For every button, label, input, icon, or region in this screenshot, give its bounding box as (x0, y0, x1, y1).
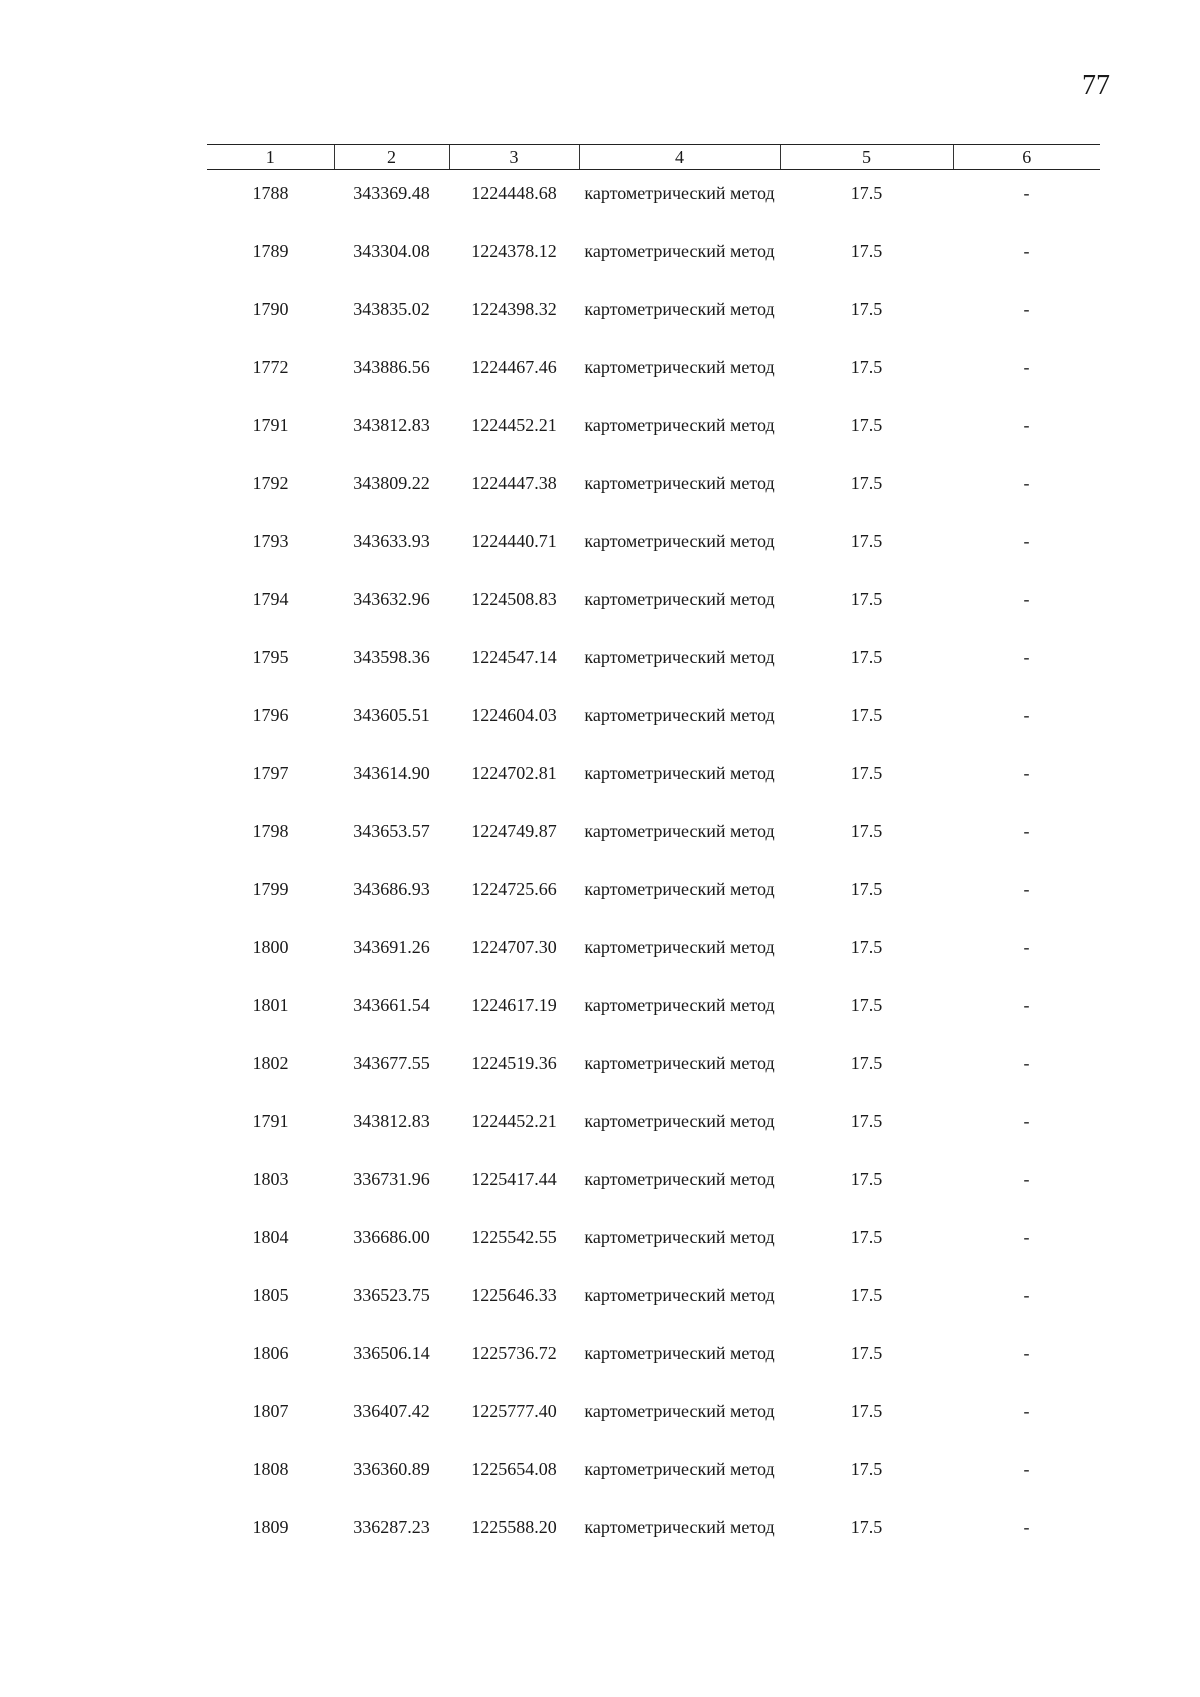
table-row (207, 936, 1100, 994)
note-cell: - (1023, 1285, 1030, 1305)
x-coordinate-cell: 343686.93 (353, 879, 430, 899)
x-coordinate-cell: 336360.89 (353, 1459, 430, 1479)
x-coordinate-cell: 343812.83 (353, 1111, 430, 1131)
column-header: 6 (953, 145, 1100, 170)
x-coordinate-cell: 336287.23 (353, 1517, 430, 1537)
method-cell: картометрический метод (584, 1111, 775, 1131)
accuracy-cell: 17.5 (850, 763, 883, 783)
y-coordinate-cell: 1224452.21 (471, 415, 557, 435)
method-cell: картометрический метод (584, 473, 775, 493)
note-cell: - (1023, 1111, 1030, 1131)
table-row (207, 1342, 1100, 1400)
y-coordinate-cell: 1224398.32 (471, 299, 557, 319)
point-number-cell: 1772 (252, 357, 289, 377)
note-cell: - (1023, 589, 1030, 609)
y-coordinate-cell: 1224378.12 (471, 241, 557, 261)
table-row (207, 530, 1100, 588)
accuracy-cell: 17.5 (850, 589, 883, 609)
accuracy-cell: 17.5 (850, 473, 883, 493)
note-cell: - (1023, 1401, 1030, 1421)
accuracy-cell: 17.5 (850, 647, 883, 667)
note-cell: - (1023, 1517, 1030, 1537)
x-coordinate-cell: 343677.55 (353, 1053, 430, 1073)
x-coordinate-cell: 336686.00 (353, 1227, 430, 1247)
method-cell: картометрический метод (584, 937, 775, 957)
method-cell: картометрический метод (584, 1459, 775, 1479)
note-cell: - (1023, 415, 1030, 435)
table-row (207, 1284, 1100, 1342)
column-header: 2 (334, 145, 449, 170)
y-coordinate-cell: 1225588.20 (471, 1517, 557, 1537)
header-row (207, 145, 1100, 170)
note-cell: - (1023, 531, 1030, 551)
method-cell: картометрический метод (584, 531, 775, 551)
table-row (207, 1110, 1100, 1168)
y-coordinate-cell: 1225646.33 (471, 1285, 557, 1305)
note-cell: - (1023, 705, 1030, 725)
y-coordinate-cell: 1224440.71 (471, 531, 557, 551)
note-cell: - (1023, 299, 1030, 319)
accuracy-cell: 17.5 (850, 937, 883, 957)
y-coordinate-cell: 1224447.38 (471, 473, 557, 493)
note-cell: - (1023, 1343, 1030, 1363)
y-coordinate-cell: 1224702.81 (471, 763, 557, 783)
page-number: 77 (1082, 70, 1110, 101)
method-cell: картометрический метод (584, 357, 775, 377)
point-number-cell: 1798 (252, 821, 289, 841)
column-header: 3 (449, 145, 579, 170)
accuracy-cell: 17.5 (850, 1459, 883, 1479)
x-coordinate-cell: 336506.14 (353, 1343, 430, 1363)
point-number-cell: 1804 (252, 1227, 289, 1247)
y-coordinate-cell: 1224547.14 (471, 647, 557, 667)
x-coordinate-cell: 343304.08 (353, 241, 430, 261)
method-cell: картометрический метод (584, 879, 775, 899)
note-cell: - (1023, 241, 1030, 261)
table-row (207, 646, 1100, 704)
method-cell: картометрический метод (584, 241, 775, 261)
x-coordinate-cell: 336523.75 (353, 1285, 430, 1305)
note-cell: - (1023, 183, 1030, 203)
table-row (207, 1168, 1100, 1226)
x-coordinate-cell: 343605.51 (353, 705, 430, 725)
accuracy-cell: 17.5 (850, 415, 883, 435)
point-number-cell: 1806 (252, 1343, 289, 1363)
point-number-cell: 1791 (252, 415, 289, 435)
y-coordinate-cell: 1224617.19 (471, 995, 557, 1015)
note-cell: - (1023, 1459, 1030, 1479)
point-number-cell: 1797 (252, 763, 289, 783)
accuracy-cell: 17.5 (850, 1053, 883, 1073)
point-number-cell: 1803 (252, 1169, 289, 1189)
method-cell: картометрический метод (584, 821, 775, 841)
y-coordinate-cell: 1224452.21 (471, 1111, 557, 1131)
y-coordinate-cell: 1224519.36 (471, 1053, 557, 1073)
point-number-cell: 1800 (252, 937, 289, 957)
x-coordinate-cell: 343632.96 (353, 589, 430, 609)
accuracy-cell: 17.5 (850, 1285, 883, 1305)
y-coordinate-cell: 1225417.44 (471, 1169, 557, 1189)
x-coordinate-cell: 343886.56 (353, 357, 430, 377)
x-coordinate-cell: 343633.93 (353, 531, 430, 551)
accuracy-cell: 17.5 (850, 1401, 883, 1421)
method-cell: картометрический метод (584, 647, 775, 667)
point-number-cell: 1799 (252, 879, 289, 899)
x-coordinate-cell: 343691.26 (353, 937, 430, 957)
note-cell: - (1023, 1227, 1030, 1247)
y-coordinate-cell: 1225654.08 (471, 1459, 557, 1479)
accuracy-cell: 17.5 (850, 1227, 883, 1247)
accuracy-cell: 17.5 (850, 357, 883, 377)
note-cell: - (1023, 821, 1030, 841)
point-number-cell: 1791 (252, 1111, 289, 1131)
method-cell: картометрический метод (584, 183, 775, 203)
x-coordinate-cell: 343653.57 (353, 821, 430, 841)
method-cell: картометрический метод (584, 1285, 775, 1305)
note-cell: - (1023, 357, 1030, 377)
x-coordinate-cell: 343661.54 (353, 995, 430, 1015)
method-cell: картометрический метод (584, 1517, 775, 1537)
method-cell: картометрический метод (584, 415, 775, 435)
point-number-cell: 1805 (252, 1285, 289, 1305)
accuracy-cell: 17.5 (850, 183, 883, 203)
accuracy-cell: 17.5 (850, 1111, 883, 1131)
y-coordinate-cell: 1224604.03 (471, 705, 557, 725)
y-coordinate-cell: 1225542.55 (471, 1227, 557, 1247)
accuracy-cell: 17.5 (850, 1169, 883, 1189)
table-row (207, 472, 1100, 530)
y-coordinate-cell: 1224467.46 (471, 357, 557, 377)
method-cell: картометрический метод (584, 1343, 775, 1363)
point-number-cell: 1802 (252, 1053, 289, 1073)
point-number-cell: 1790 (252, 299, 289, 319)
point-number-cell: 1794 (252, 589, 289, 609)
note-cell: - (1023, 763, 1030, 783)
point-number-cell: 1788 (252, 183, 289, 203)
accuracy-cell: 17.5 (850, 241, 883, 261)
accuracy-cell: 17.5 (850, 299, 883, 319)
table-row (207, 356, 1100, 414)
y-coordinate-cell: 1224725.66 (471, 879, 557, 899)
note-cell: - (1023, 937, 1030, 957)
note-cell: - (1023, 995, 1030, 1015)
x-coordinate-cell: 343812.83 (353, 415, 430, 435)
x-coordinate-cell: 336731.96 (353, 1169, 430, 1189)
y-coordinate-cell: 1224707.30 (471, 937, 557, 957)
note-cell: - (1023, 1169, 1030, 1189)
point-number-cell: 1796 (252, 705, 289, 725)
note-cell: - (1023, 647, 1030, 667)
point-number-cell: 1808 (252, 1459, 289, 1479)
x-coordinate-cell: 343835.02 (353, 299, 430, 319)
table-row (207, 878, 1100, 936)
table-row (207, 1226, 1100, 1284)
column-header: 1 (207, 145, 334, 170)
y-coordinate-cell: 1224508.83 (471, 589, 557, 609)
table-row (207, 704, 1100, 762)
column-header: 5 (780, 145, 953, 170)
note-cell: - (1023, 1053, 1030, 1073)
note-cell: - (1023, 473, 1030, 493)
accuracy-cell: 17.5 (850, 879, 883, 899)
method-cell: картометрический метод (584, 589, 775, 609)
method-cell: картометрический метод (584, 1401, 775, 1421)
accuracy-cell: 17.5 (850, 705, 883, 725)
table-body (207, 170, 1100, 1575)
point-number-cell: 1809 (252, 1517, 289, 1537)
accuracy-cell: 17.5 (850, 995, 883, 1015)
method-cell: картометрический метод (584, 763, 775, 783)
method-cell: картометрический метод (584, 995, 775, 1015)
method-cell: картометрический метод (584, 299, 775, 319)
point-number-cell: 1792 (252, 473, 289, 493)
method-cell: картометрический метод (584, 1169, 775, 1189)
table-row (207, 588, 1100, 646)
table-header (207, 145, 1100, 170)
table-row (207, 994, 1100, 1052)
table-row (207, 762, 1100, 820)
point-number-cell: 1795 (252, 647, 289, 667)
x-coordinate-cell: 336407.42 (353, 1401, 430, 1421)
table-row (207, 1458, 1100, 1516)
table-row (207, 414, 1100, 472)
method-cell: картометрический метод (584, 1053, 775, 1073)
x-coordinate-cell: 343614.90 (353, 763, 430, 783)
y-coordinate-cell: 1224749.87 (471, 821, 557, 841)
accuracy-cell: 17.5 (850, 1517, 883, 1537)
table-row (207, 1400, 1100, 1458)
y-coordinate-cell: 1225736.72 (471, 1343, 557, 1363)
y-coordinate-cell: 1224448.68 (471, 183, 557, 203)
point-number-cell: 1789 (252, 241, 289, 261)
accuracy-cell: 17.5 (850, 531, 883, 551)
coordinates-table (207, 144, 1100, 1574)
x-coordinate-cell: 343809.22 (353, 473, 430, 493)
table-row (207, 1052, 1100, 1110)
method-cell: картометрический метод (584, 1227, 775, 1247)
table-row (207, 820, 1100, 878)
accuracy-cell: 17.5 (850, 821, 883, 841)
y-coordinate-cell: 1225777.40 (471, 1401, 557, 1421)
note-cell: - (1023, 879, 1030, 899)
table-row (207, 1516, 1100, 1574)
point-number-cell: 1807 (252, 1401, 289, 1421)
column-header: 4 (579, 145, 780, 170)
table-row (207, 298, 1100, 356)
table-row (207, 170, 1100, 241)
accuracy-cell: 17.5 (850, 1343, 883, 1363)
table-row (207, 240, 1100, 298)
point-number-cell: 1801 (252, 995, 289, 1015)
method-cell: картометрический метод (584, 705, 775, 725)
x-coordinate-cell: 343598.36 (353, 647, 430, 667)
x-coordinate-cell: 343369.48 (353, 183, 430, 203)
point-number-cell: 1793 (252, 531, 289, 551)
